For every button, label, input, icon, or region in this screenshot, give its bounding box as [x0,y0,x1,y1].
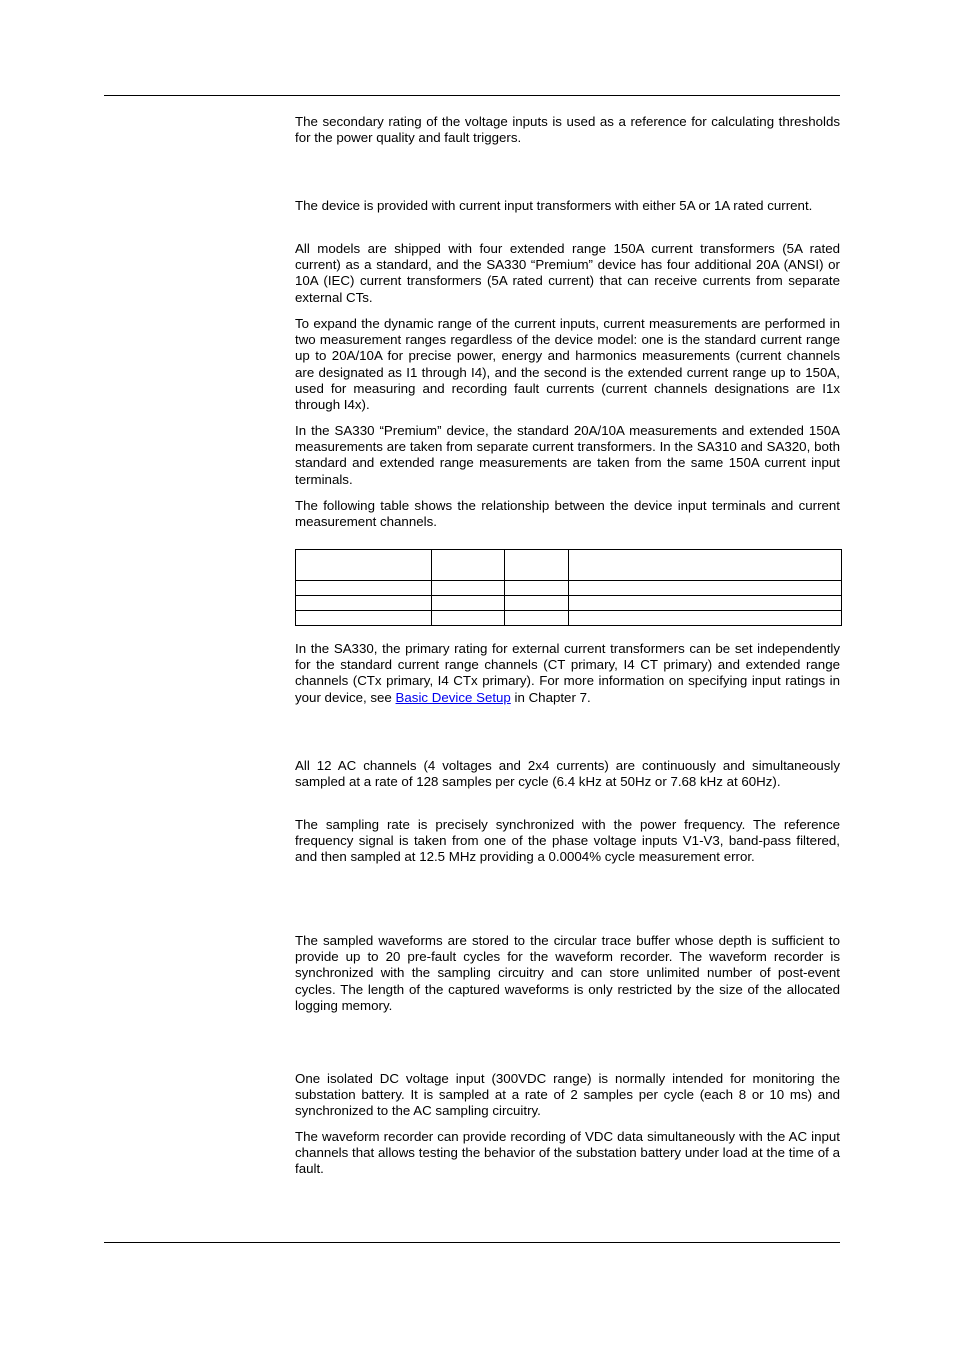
table-row [296,611,842,626]
paragraph-dynamic-range: To expand the dynamic range of the current inputs, current measurements are performed in two measurement ranges regardless of the device model: one is the standard current range up to 20A/10A for precise power, energy and harmonics measurements (current channels are designated as I1 through I4), and the second is the extended current range up to 150A, used for measuring and recording fault currents (current channels designations are I1x through I4x). [295,316,840,413]
basic-device-setup-link[interactable]: Basic Device Setup [395,689,511,705]
table-cell [569,611,842,626]
chapter-reference-text: in Chapter 7. [510,689,591,705]
table-cell [296,611,432,626]
table-cell [569,596,842,611]
table-row [296,581,842,596]
paragraph-table-intro: The following table shows the relationship between the device input terminals and current measurement channels. [295,498,840,530]
table-header-cell [569,550,842,581]
table-cell [432,581,505,596]
table-cell [432,596,505,611]
paragraph-primary-rating [295,641,840,706]
paragraph-sampling-rate: The sampling rate is precisely synchronized with the power frequency. The reference frequency signal is taken from one of the phase voltage inputs V1-V3, band-pass filtered, and then sampled at 12.5 MHz providing a 0.0004% cycle measurement error. [295,817,840,865]
table-cell [505,596,569,611]
paragraph-waveform-buffer: The sampled waveforms are stored to the circular trace buffer whose depth is sufficient to provide up to 20 pre-fault cycles for the waveform recorder. The waveform recorder is synchronized with the sampling circuitry and can store unlimited number of post-event cycles. The length of the captured waveforms is only restricted by the size of the allocated logging memory. [295,933,840,1013]
table-cell [432,611,505,626]
table-cell [296,581,432,596]
table-header-cell [432,550,505,581]
paragraph-current-transformers: The device is provided with current input transformers with either 5A or 1A rated current. [295,198,813,213]
table-header-cell [296,550,432,581]
table-cell [296,596,432,611]
paragraph-extended-range-models: All models are shipped with four extended range 150A current transformers (5A rated current) as a standard, and the SA330 “Premium” device has four additional 20A (ANSI) or 10A (IEC) current transformers (5A rated current) that can receive currents from separate external CTs. [295,241,840,305]
table-cell [505,611,569,626]
input-channel-table [295,549,842,626]
table-header-row [296,550,842,581]
footer-rule [104,1242,840,1243]
paragraph-voltage-secondary-rating: The secondary rating of the voltage inputs is used as a reference for calculating thresholds for the power quality and fault triggers. [295,114,840,146]
paragraph-premium-device: In the SA330 “Premium” device, the standard 20A/10A measurements and extended 150A measurements are taken from separate current transformers. In the SA310 and SA320, both standard and extended range measurements are taken from the same 150A current input terminals. [295,423,840,487]
table-header-cell [505,550,569,581]
table-cell [505,581,569,596]
paragraph-ac-channels: All 12 AC channels (4 voltages and 2x4 currents) are continuously and simultaneously sampled at a rate of 128 samples per cycle (6.4 kHz at 50Hz or 7.68 kHz at 60Hz). [295,758,840,790]
table-cell [569,581,842,596]
header-rule [104,95,840,96]
table-row [296,596,842,611]
primary-rating-text: In the SA330, the primary rating for external current transformers can be set independently for the standard current range channels (CT primary, I4 CT primary) and extended range channels (CTx primary, I4 CTx primary). For more information on specifying input ratings in your device, see [295,641,840,705]
paragraph-dc-input: One isolated DC voltage input (300VDC range) is normally intended for monitoring the substation battery. It is sampled at a rate of 2 samples per cycle (each 8 or 10 ms) and synchronized to the AC sampling circuitry. [295,1071,840,1119]
paragraph-vdc-recording: The waveform recorder can provide recording of VDC data simultaneously with the AC input channels that allows testing the behavior of the substation battery under load at the time of a fault. [295,1129,840,1177]
